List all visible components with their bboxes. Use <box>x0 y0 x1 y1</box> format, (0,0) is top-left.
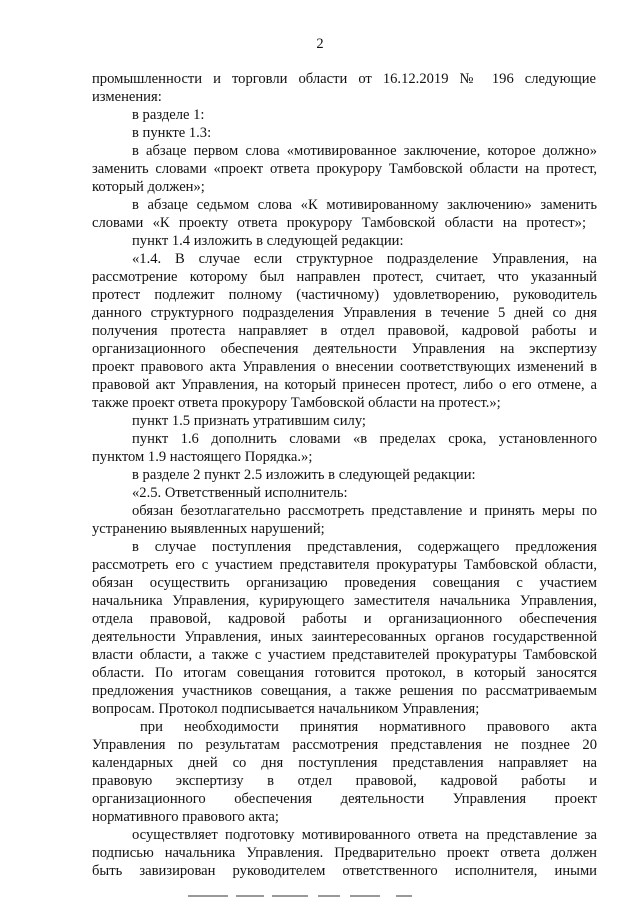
text-line: осуществляет подготовку мотивированного ответа на представление за <box>132 827 597 843</box>
text-line: «1.4. В случае если структурное подразделение Управления, на <box>132 251 597 267</box>
text-line: вопросам. Протокол подписывается начальником Управления; <box>92 701 480 717</box>
text-line: деятельности Управления, иных заинтересованных органов государственной <box>92 629 597 645</box>
text-line: проект правового акта Управления о внесении соответствующих изменений в <box>92 359 597 375</box>
text-line: организационного обеспечения деятельности Управления проект <box>92 791 597 807</box>
text-line: организационного обеспечения деятельности Управления на экспертизу <box>92 341 597 357</box>
text-line: устранению выявленных нарушений; <box>92 521 325 537</box>
text-line: в случае поступления представления, содержащего предложения <box>132 539 597 555</box>
text-line: при необходимости принятия нормативного правового акта <box>140 719 597 735</box>
text-line: словами «К проекту ответа прокурору Тамбовской области на протест»; <box>92 215 586 231</box>
text-line: «2.5. Ответственный исполнитель: <box>132 485 348 501</box>
text-line: заменить словами «проект ответа прокурору Тамбовской области на протест, <box>92 161 597 177</box>
text-line: получения протеста направляет в отдел правовой, кадровой работы и <box>92 323 597 339</box>
text-line: пункт 1.6 дополнить словами «в пределах срока, установленного <box>132 431 597 447</box>
text-line: подписью начальника Управления. Предварительно проект ответа должен <box>92 845 597 861</box>
text-line: начальника Управления, курирующего заместителя начальника Управления, <box>92 593 597 609</box>
text-line: пунктом 1.9 настоящего Порядка.»; <box>92 449 313 465</box>
text-line: пункт 1.4 изложить в следующей редакции: <box>132 233 404 249</box>
text-line: правовую экспертизу в отдел правовой, кадровой работы и <box>92 773 597 789</box>
text-line: в разделе 1: <box>132 107 205 123</box>
text-line: обязан безотлагательно рассмотреть представление и принять меры по <box>132 503 597 519</box>
text-line: власти области, а также с участием представителей прокуратуры Тамбовской <box>92 647 597 663</box>
text-line: пункт 1.5 признать утратившим силу; <box>132 413 366 429</box>
text-line: правовой акт Управления, на который принесен протест, либо о его отмене, а <box>92 377 597 393</box>
text-line: отдела правовой, кадровой работы и организационного обеспечения <box>92 611 597 627</box>
text-line: рассмотреть его с участием представителя прокуратуры Тамбовской области, <box>92 557 597 573</box>
text-line: быть завизирован руководителем ответственного исполнителя, иными <box>92 863 597 879</box>
text-line: изменения: <box>92 89 162 105</box>
text-line: в пункте 1.3: <box>132 125 212 141</box>
text-line: в абзаце первом слова «мотивированное заключение, которое должно» <box>132 143 597 159</box>
text-line: данного структурного подразделения Управления в течение 5 дней со дня <box>92 305 597 321</box>
text-line: предложения участников совещания, а также решения по рассматриваемым <box>92 683 597 699</box>
text-line: в разделе 2 пункт 2.5 изложить в следующей редакции: <box>132 467 476 483</box>
text-line: обязан осуществить организацию проведения совещания с участием <box>92 575 597 591</box>
text-line: календарных дней со дня поступления представления направляет на <box>92 755 597 771</box>
text-line: который должен»; <box>92 179 205 195</box>
text-line: рассмотрение которому был направлен протест, считает, что указанный <box>92 269 597 285</box>
text-line: нормативного правового акта; <box>92 809 279 825</box>
text-line: области. По итогам совещания готовится протокол, в который заносятся <box>92 665 597 681</box>
text-line: протест подлежит полному (частичному) удовлетворению, руководитель <box>92 287 597 303</box>
text-line: также проект ответа прокурору Тамбовской области на протест.»; <box>92 395 501 411</box>
scan-artifact <box>0 893 640 899</box>
text-line: в абзаце седьмом слова «К мотивированному заключению» заменить <box>132 197 597 213</box>
text-line: Управления по результатам рассмотрения представления не позднее 20 <box>92 737 597 753</box>
page-number: 2 <box>316 36 324 52</box>
text-line: промышленности и торговли области от 16.12.2019 № 196 следующие <box>92 71 596 87</box>
